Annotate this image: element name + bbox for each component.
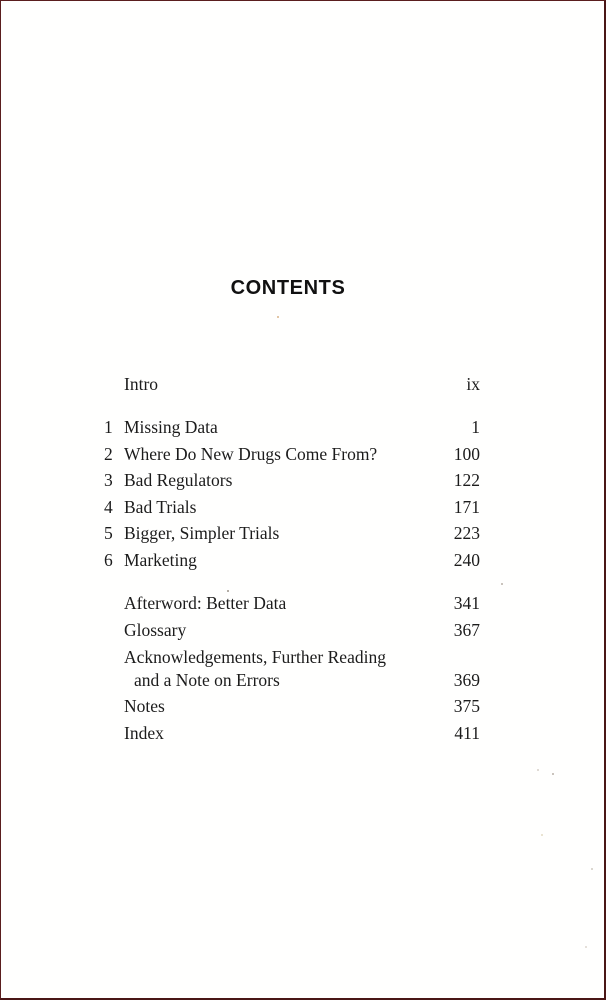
- toc-entry-page: 341: [453, 593, 480, 613]
- toc-entry-title: Bad Trials: [124, 497, 197, 517]
- paper-speck: [591, 868, 593, 870]
- chapter-number: 6: [104, 550, 113, 570]
- toc-entry-page: 223: [453, 523, 480, 543]
- toc-entry-page: 367: [453, 620, 480, 640]
- toc-entry-title-continued: and a Note on Errors: [134, 670, 280, 690]
- toc-entry-page: 411: [454, 723, 480, 743]
- chapter-number: 1: [104, 417, 113, 437]
- toc-entry-page: 1: [471, 417, 480, 437]
- paper-speck: [501, 583, 503, 585]
- chapter-number: 3: [104, 470, 113, 490]
- toc-entry-title: Missing Data: [124, 417, 218, 437]
- toc-entry-page: 100: [453, 444, 480, 464]
- paper-speck: [227, 590, 229, 592]
- chapter-number: 2: [104, 444, 113, 464]
- toc-entry-title: Bigger, Simpler Trials: [124, 523, 280, 543]
- paper-speck: [552, 773, 554, 775]
- toc-entry-title: Notes: [124, 696, 165, 716]
- contents-heading: CONTENTS: [230, 277, 346, 299]
- toc-entry-title: Where Do New Drugs Come From?: [124, 444, 378, 464]
- paper-speck: [541, 834, 543, 836]
- chapter-number: 4: [104, 497, 113, 517]
- chapter-number: 5: [104, 523, 113, 543]
- toc-entry-title: Glossary: [124, 620, 187, 640]
- toc-entry-page: 240: [453, 550, 480, 570]
- paper-speck: [585, 946, 587, 948]
- toc-entry-title: Marketing: [124, 550, 197, 570]
- toc-entry-title: Intro: [124, 374, 159, 394]
- paper-speck: [537, 769, 539, 771]
- paper-speck: [277, 316, 279, 318]
- toc-entry-page: 171: [453, 497, 480, 517]
- toc-entry-title: Afterword: Better Data: [124, 593, 287, 613]
- toc-entry-page: ix: [466, 374, 480, 394]
- toc-entry-title: Index: [124, 723, 164, 743]
- toc-entry-title: Acknowledgements, Further Reading: [124, 647, 386, 667]
- toc-entry-title: Bad Regulators: [124, 470, 233, 490]
- toc-entry-page: 369: [453, 670, 480, 690]
- toc-entry-page: 122: [453, 470, 480, 490]
- toc-entry-page: 375: [453, 696, 480, 716]
